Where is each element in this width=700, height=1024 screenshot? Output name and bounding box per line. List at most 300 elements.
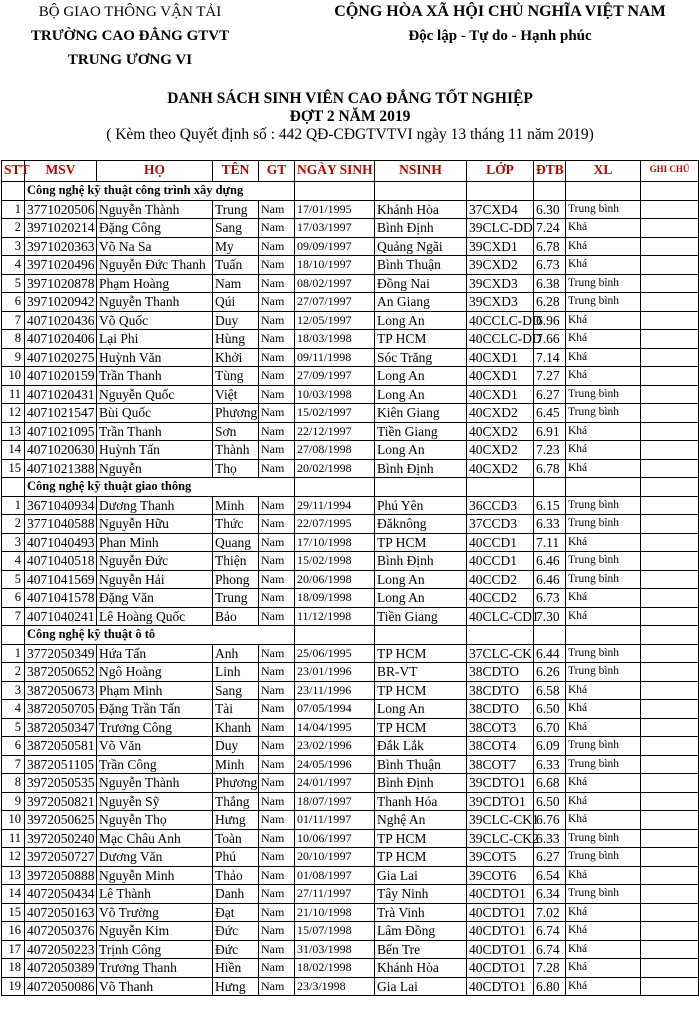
col-ho-cell: Trần Công — [97, 755, 213, 774]
group-empty-cell — [295, 626, 375, 645]
col-xl-cell: Trung bình — [566, 200, 641, 219]
group-stt-cell — [2, 478, 25, 497]
group-empty-cell — [375, 182, 467, 201]
col-dtb-cell: 6.45 — [534, 404, 566, 423]
col-ho-cell: Nguyễn Hữu — [97, 515, 213, 534]
group-name: Công nghệ kỹ thuật giao thông — [25, 478, 295, 497]
col-gt-cell: Nam — [259, 367, 295, 386]
col-msv-cell: 3772050349 — [25, 644, 97, 663]
col-nsinh-cell: Kiên Giang — [375, 404, 467, 423]
col-nsinh-cell: Bình Định — [375, 552, 467, 571]
col-xl-cell: Khá — [566, 533, 641, 552]
table-header-row — [2, 161, 699, 182]
col-msv-cell: 4072050376 — [25, 922, 97, 941]
col-xl-cell: Trung bình — [566, 385, 641, 404]
col-xl-cell: Khá — [566, 219, 641, 238]
col-msv-cell: 4071040518 — [25, 552, 97, 571]
col-stt-cell: 14 — [2, 885, 25, 904]
table-row — [2, 737, 699, 756]
col-lop-cell: 39CLC-CK1 — [467, 811, 534, 830]
col-ten-cell: Qúi — [213, 293, 259, 312]
group-empty-cell — [566, 182, 641, 201]
col-dtb-cell: 6.38 — [534, 274, 566, 293]
col-stt-cell: 15 — [2, 903, 25, 922]
col-nsinh-cell: Bình Thuận — [375, 256, 467, 275]
col-ten-cell: Minh — [213, 755, 259, 774]
col-nsinh-cell: Gia Lai — [375, 866, 467, 885]
col-dtb-cell: 7.02 — [534, 903, 566, 922]
col-ten-cell: Phong — [213, 570, 259, 589]
col-ngay-sinh-cell: 22/12/1997 — [295, 422, 375, 441]
table-row — [2, 792, 699, 811]
col-msv-cell: 4071020275 — [25, 348, 97, 367]
table-row — [2, 681, 699, 700]
col-stt-cell: 8 — [2, 774, 25, 793]
col-gt-cell: Nam — [259, 792, 295, 811]
col-ngay-sinh-cell: 18/10/1997 — [295, 256, 375, 275]
table-row — [2, 940, 699, 959]
group-empty-cell — [641, 626, 699, 645]
col-ten-cell: Sang — [213, 681, 259, 700]
col-msv-cell: 3971020878 — [25, 274, 97, 293]
col-ghi-chu-cell — [641, 663, 699, 682]
col-xl-cell: Khá — [566, 959, 641, 978]
col-ngay-sinh-cell: 08/02/1997 — [295, 274, 375, 293]
col-stt-cell: 3 — [2, 681, 25, 700]
group-row — [2, 182, 699, 201]
col-dtb-cell: 6.70 — [534, 718, 566, 737]
col-nsinh-cell: TP HCM — [375, 718, 467, 737]
col-xl-cell: Khá — [566, 367, 641, 386]
col-msv-cell: 3771020506 — [25, 200, 97, 219]
table-row — [2, 422, 699, 441]
col-gt-cell: Nam — [259, 774, 295, 793]
col-ngay-sinh-cell: 17/01/1995 — [295, 200, 375, 219]
table-row — [2, 219, 699, 238]
col-msv-cell: 4071020159 — [25, 367, 97, 386]
col-msv-cell: 3872050652 — [25, 663, 97, 682]
col-ten-cell: Đức — [213, 922, 259, 941]
col-nsinh-cell: Quảng Ngãi — [375, 237, 467, 256]
col-ngay-sinh-cell: 21/10/1998 — [295, 903, 375, 922]
col-stt-cell: 5 — [2, 718, 25, 737]
col-ten-cell: Tuấn — [213, 256, 259, 275]
col-dtb-cell: 7.27 — [534, 367, 566, 386]
col-lop-cell: 38CDTO — [467, 681, 534, 700]
col-ngay-sinh-cell: 17/03/1997 — [295, 219, 375, 238]
col-gt-cell: Nam — [259, 811, 295, 830]
col-nsinh-cell: Nghệ An — [375, 811, 467, 830]
col-ho-cell: Nguyễn Quốc — [97, 385, 213, 404]
col-nsinh-cell: Bình Thuận — [375, 755, 467, 774]
col-lop-cell: 38COT7 — [467, 755, 534, 774]
col-ghi-chu-cell — [641, 644, 699, 663]
col-msv-cell: 4071020630 — [25, 441, 97, 460]
col-ghi-chu-cell — [641, 515, 699, 534]
col-ghi-chu-cell — [641, 866, 699, 885]
col-ngay-sinh-cell: 14/04/1995 — [295, 718, 375, 737]
title-line-2: ĐỢT 2 NĂM 2019 — [289, 108, 411, 125]
col-xl-cell: Khá — [566, 811, 641, 830]
col-nsinh-cell: TP HCM — [375, 829, 467, 848]
col-msv-cell: 4072050163 — [25, 903, 97, 922]
col-ngay-sinh-cell: 20/10/1997 — [295, 848, 375, 867]
col-nsinh-cell: Long An — [375, 570, 467, 589]
col-stt-cell: 13 — [2, 422, 25, 441]
col-ho-cell: Nguyễn Sỹ — [97, 792, 213, 811]
col-xl-header: XL — [566, 161, 641, 182]
col-ten-cell: Thọ — [213, 459, 259, 478]
col-ghi-chu-cell — [641, 293, 699, 312]
col-dtb-cell: 6.73 — [534, 256, 566, 275]
col-ten-cell: Minh — [213, 496, 259, 515]
group-empty-cell — [467, 478, 534, 497]
col-ho-header: HỌ — [97, 161, 213, 182]
col-ten-cell: Bảo — [213, 607, 259, 626]
col-ghi-chu-cell — [641, 959, 699, 978]
col-dtb-cell: 6.46 — [534, 570, 566, 589]
col-xl-cell: Khá — [566, 237, 641, 256]
col-ngay-sinh-cell: 24/01/1997 — [295, 774, 375, 793]
col-xl-cell: Trung bình — [566, 644, 641, 663]
col-ngay-sinh-cell: 23/01/1996 — [295, 663, 375, 682]
col-dtb-cell: 6.28 — [534, 293, 566, 312]
table-row — [2, 385, 699, 404]
col-msv-cell: 4071021388 — [25, 459, 97, 478]
col-ho-cell: Trịnh Công — [97, 940, 213, 959]
col-ghi-chu-cell — [641, 256, 699, 275]
col-gt-cell: Nam — [259, 422, 295, 441]
col-ten-cell: Thiện — [213, 552, 259, 571]
col-gt-cell: Nam — [259, 404, 295, 423]
col-dtb-cell: 6.96 — [534, 311, 566, 330]
group-empty-cell — [641, 478, 699, 497]
col-stt-cell: 9 — [2, 348, 25, 367]
col-lop-cell: 36CCD3 — [467, 496, 534, 515]
col-msv-cell: 4071021095 — [25, 422, 97, 441]
col-ghi-chu-cell — [641, 219, 699, 238]
col-nsinh-cell: Phú Yên — [375, 496, 467, 515]
col-nsinh-cell: Long An — [375, 311, 467, 330]
col-gt-cell: Nam — [259, 607, 295, 626]
school-name: TRƯỜNG CAO ĐẲNG GTVT — [30, 28, 230, 44]
col-xl-cell: Khá — [566, 903, 641, 922]
col-lop-cell: 40CDTO1 — [467, 885, 534, 904]
col-lop-cell: 40CCD1 — [467, 533, 534, 552]
table-row — [2, 330, 699, 349]
col-xl-cell: Trung bình — [566, 848, 641, 867]
col-msv-header: MSV — [25, 161, 97, 182]
col-ten-cell: Khanh — [213, 718, 259, 737]
col-dtb-cell: 6.78 — [534, 459, 566, 478]
col-ngay-sinh-cell: 20/02/1998 — [295, 459, 375, 478]
col-ghi-chu-cell — [641, 330, 699, 349]
title-line-1: DANH SÁCH SINH VIÊN CAO ĐẲNG TỐT NGHIỆP — [167, 90, 533, 107]
col-ho-cell: Nguyễn Thành — [97, 200, 213, 219]
col-lop-cell: 39CXD3 — [467, 293, 534, 312]
col-lop-cell: 39CXD1 — [467, 237, 534, 256]
national-motto: Độc lập - Tự do - Hạnh phúc — [408, 28, 592, 44]
country-name: CỘNG HÒA XÃ HỘI CHỦ NGHĨA VIỆT NAM — [334, 3, 666, 20]
col-ten-cell: Tài — [213, 700, 259, 719]
col-msv-cell: 3872050347 — [25, 718, 97, 737]
col-ten-cell: Hùng — [213, 330, 259, 349]
col-ten-cell: Nam — [213, 274, 259, 293]
col-xl-cell: Khá — [566, 940, 641, 959]
col-lop-cell: 38COT4 — [467, 737, 534, 756]
table-row — [2, 515, 699, 534]
col-stt-cell: 7 — [2, 607, 25, 626]
group-row — [2, 478, 699, 497]
col-gt-cell: Nam — [259, 977, 295, 996]
col-ten-cell: Phương — [213, 404, 259, 423]
col-lop-cell: 40CXD1 — [467, 348, 534, 367]
national-header — [300, 0, 700, 48]
col-ho-cell: Mạc Châu Anh — [97, 829, 213, 848]
table-row — [2, 922, 699, 941]
col-ngay-sinh-cell: 31/03/1998 — [295, 940, 375, 959]
table-row — [2, 237, 699, 256]
col-msv-cell: 3971020942 — [25, 293, 97, 312]
col-ngay-sinh-cell: 15/07/1998 — [295, 922, 375, 941]
col-gt-cell: Nam — [259, 922, 295, 941]
col-dtb-cell: 6.58 — [534, 681, 566, 700]
col-gt-cell: Nam — [259, 348, 295, 367]
col-ho-cell: Nguyễn Thành — [97, 774, 213, 793]
col-ghi-chu-cell — [641, 755, 699, 774]
col-msv-cell: 3971020363 — [25, 237, 97, 256]
col-nsinh-cell: Long An — [375, 367, 467, 386]
col-ten-cell: Linh — [213, 663, 259, 682]
col-ten-cell: Toàn — [213, 829, 259, 848]
col-ngay-sinh-cell: 27/09/1997 — [295, 367, 375, 386]
col-lop-cell: 38CDTO — [467, 700, 534, 719]
col-gt-cell: Nam — [259, 885, 295, 904]
col-dtb-cell: 6.27 — [534, 848, 566, 867]
col-stt-cell: 2 — [2, 219, 25, 238]
col-gt-cell: Nam — [259, 219, 295, 238]
col-gt-cell: Nam — [259, 533, 295, 552]
col-lop-cell: 37CCD3 — [467, 515, 534, 534]
col-ngay-sinh-cell: 20/06/1998 — [295, 570, 375, 589]
col-ghi-chu-cell — [641, 848, 699, 867]
col-ghi-chu-cell — [641, 441, 699, 460]
col-ho-cell: Lê Hoàng Quốc — [97, 607, 213, 626]
col-lop-cell: 39COT5 — [467, 848, 534, 867]
col-ho-cell: Huỳnh Tấn — [97, 441, 213, 460]
col-ghi-chu-cell — [641, 737, 699, 756]
col-lop-cell: 40CDTO1 — [467, 959, 534, 978]
col-msv-cell: 3972050535 — [25, 774, 97, 793]
table-row — [2, 533, 699, 552]
col-gt-cell: Nam — [259, 256, 295, 275]
table-row — [2, 959, 699, 978]
col-ten-cell: Thắng — [213, 792, 259, 811]
col-ngay-sinh-cell: 27/08/1998 — [295, 441, 375, 460]
group-empty-cell — [534, 182, 566, 201]
col-msv-cell: 4072050086 — [25, 977, 97, 996]
table-row — [2, 367, 699, 386]
group-empty-cell — [534, 626, 566, 645]
col-nsinh-cell: Lâm Đồng — [375, 922, 467, 941]
col-ho-cell: Trần Thanh — [97, 367, 213, 386]
table-row — [2, 570, 699, 589]
table-row — [2, 885, 699, 904]
table-row — [2, 903, 699, 922]
col-ngay-sinh-cell: 18/02/1998 — [295, 959, 375, 978]
col-msv-cell: 3972050625 — [25, 811, 97, 830]
col-ho-cell: Lại Phi — [97, 330, 213, 349]
col-stt-cell: 3 — [2, 237, 25, 256]
col-lop-cell: 40CDTO1 — [467, 903, 534, 922]
col-ten-cell: Đạt — [213, 903, 259, 922]
col-ngay-sinh-cell: 29/11/1994 — [295, 496, 375, 515]
col-lop-header: LỚP — [467, 161, 534, 182]
col-lop-cell: 40CCD1 — [467, 552, 534, 571]
col-xl-cell: Khá — [566, 330, 641, 349]
group-empty-cell — [295, 478, 375, 497]
col-ho-cell: Nguyễn Thanh — [97, 293, 213, 312]
col-ghi-chu-cell — [641, 607, 699, 626]
col-ghi-chu-cell — [641, 792, 699, 811]
col-ho-cell: Phan Minh — [97, 533, 213, 552]
group-empty-cell — [295, 182, 375, 201]
col-stt-cell: 19 — [2, 977, 25, 996]
school-region: TRUNG ƯƠNG VI — [67, 52, 193, 68]
col-ho-cell: Lê Thành — [97, 885, 213, 904]
table-row — [2, 718, 699, 737]
col-ngay-sinh-cell: 27/07/1997 — [295, 293, 375, 312]
col-stt-cell: 2 — [2, 515, 25, 534]
col-nsinh-cell: Đăknông — [375, 515, 467, 534]
group-stt-cell — [2, 182, 25, 201]
col-ho-cell: Ngô Hoàng — [97, 663, 213, 682]
col-msv-cell: 4072050434 — [25, 885, 97, 904]
col-msv-cell: 4071041569 — [25, 570, 97, 589]
col-xl-cell: Trung bình — [566, 755, 641, 774]
col-msv-cell: 3771040588 — [25, 515, 97, 534]
table-row — [2, 441, 699, 460]
col-lop-cell: 40CLC-CD1 — [467, 607, 534, 626]
table-row — [2, 811, 699, 830]
col-stt-cell: 1 — [2, 496, 25, 515]
ministry-name: BỘ GIAO THÔNG VẬN TẢI — [38, 4, 222, 20]
col-lop-cell: 38COT3 — [467, 718, 534, 737]
col-msv-cell: 4071020436 — [25, 311, 97, 330]
col-nsinh-cell: TP HCM — [375, 644, 467, 663]
col-stt-cell: 5 — [2, 570, 25, 589]
col-ngay-sinh-cell: 18/03/1998 — [295, 330, 375, 349]
col-xl-cell: Trung bình — [566, 293, 641, 312]
col-ten-cell: Thức — [213, 515, 259, 534]
col-nsinh-cell: TP HCM — [375, 330, 467, 349]
col-ngay-sinh-cell: 15/02/1998 — [295, 552, 375, 571]
col-msv-cell: 3972050888 — [25, 866, 97, 885]
table-row — [2, 755, 699, 774]
col-lop-cell: 39CXD2 — [467, 256, 534, 275]
table-row — [2, 496, 699, 515]
col-ngay-sinh-cell: 07/05/1994 — [295, 700, 375, 719]
col-xl-cell: Trung bình — [566, 515, 641, 534]
col-ngay-sinh-cell: 10/03/1998 — [295, 385, 375, 404]
col-msv-cell: 4071040493 — [25, 533, 97, 552]
col-stt-cell: 7 — [2, 311, 25, 330]
col-nsinh-cell: Bình Định — [375, 219, 467, 238]
table-row — [2, 829, 699, 848]
col-gt-cell: Nam — [259, 663, 295, 682]
col-msv-cell: 3972050821 — [25, 792, 97, 811]
group-empty-cell — [375, 478, 467, 497]
col-ten-cell: Duy — [213, 737, 259, 756]
col-xl-cell: Khá — [566, 977, 641, 996]
col-ten-cell: Tùng — [213, 367, 259, 386]
col-nsinh-cell: Đồng Nai — [375, 274, 467, 293]
col-xl-cell: Khá — [566, 607, 641, 626]
col-dtb-cell: 6.33 — [534, 829, 566, 848]
col-gt-cell: Nam — [259, 644, 295, 663]
col-stt-cell: 8 — [2, 330, 25, 349]
col-msv-cell: 4071020406 — [25, 330, 97, 349]
col-dtb-cell: 6.76 — [534, 811, 566, 830]
col-ngay-sinh-cell: 01/08/1997 — [295, 866, 375, 885]
col-xl-cell: Khá — [566, 774, 641, 793]
col-stt-header: STT — [2, 161, 25, 182]
col-ho-cell: Nguyễn Hải — [97, 570, 213, 589]
col-ghi-chu-cell — [641, 589, 699, 608]
col-ngay-sinh-header: NGÀY SINH — [295, 161, 375, 182]
col-gt-cell: Nam — [259, 848, 295, 867]
col-stt-cell: 4 — [2, 700, 25, 719]
col-dtb-cell: 7.30 — [534, 607, 566, 626]
col-msv-cell: 3872051105 — [25, 755, 97, 774]
col-lop-cell: 39CDTO1 — [467, 774, 534, 793]
col-lop-cell: 37CXD4 — [467, 200, 534, 219]
col-dtb-header: ĐTB — [534, 161, 566, 182]
col-dtb-cell: 7.14 — [534, 348, 566, 367]
col-nsinh-cell: Gia Lai — [375, 977, 467, 996]
col-xl-cell: Khá — [566, 311, 641, 330]
group-empty-cell — [467, 626, 534, 645]
col-lop-cell: 38CDTO — [467, 663, 534, 682]
col-ten-cell: Duy — [213, 311, 259, 330]
col-ten-cell: Sang — [213, 219, 259, 238]
col-dtb-cell: 6.26 — [534, 663, 566, 682]
col-ten-cell: Việt — [213, 385, 259, 404]
col-ngay-sinh-cell: 01/11/1997 — [295, 811, 375, 830]
col-ghi-chu-cell — [641, 811, 699, 830]
col-ten-cell: My — [213, 237, 259, 256]
col-dtb-cell: 6.33 — [534, 755, 566, 774]
col-xl-cell: Khá — [566, 256, 641, 275]
col-ghi-chu-cell — [641, 681, 699, 700]
col-stt-cell: 1 — [2, 200, 25, 219]
col-lop-cell: 39CLC-CK2 — [467, 829, 534, 848]
col-dtb-cell: 6.50 — [534, 700, 566, 719]
col-ho-cell: Trương Công — [97, 718, 213, 737]
col-dtb-cell: 7.66 — [534, 330, 566, 349]
col-lop-cell: 40CCLC-DD — [467, 330, 534, 349]
col-ngay-sinh-cell: 09/11/1998 — [295, 348, 375, 367]
col-ho-cell: Nguyễn Minh — [97, 866, 213, 885]
col-stt-cell: 6 — [2, 737, 25, 756]
col-msv-cell: 3671040934 — [25, 496, 97, 515]
table-row — [2, 311, 699, 330]
col-ghi-chu-cell — [641, 237, 699, 256]
col-lop-cell: 40CDTO1 — [467, 922, 534, 941]
table-row — [2, 256, 699, 275]
table-body — [2, 182, 699, 996]
col-nsinh-cell: TP HCM — [375, 848, 467, 867]
